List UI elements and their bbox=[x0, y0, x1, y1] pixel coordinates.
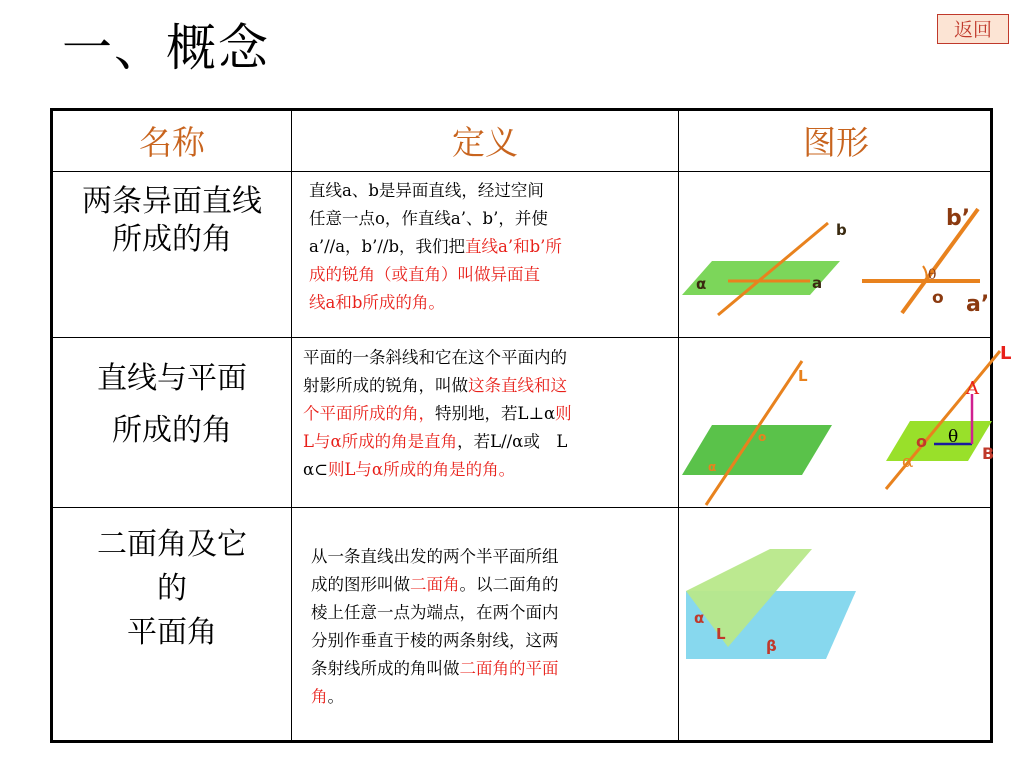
definition-dihedral bbox=[311, 543, 656, 711]
highlight-text: 二面角的平面 bbox=[459, 659, 559, 678]
definition-text: 棱上任意一点为端点，在两个面内 bbox=[311, 603, 559, 622]
page-title: 一、概念 bbox=[62, 19, 270, 77]
highlight-text: 线a和b所成的角。 bbox=[309, 293, 445, 312]
label-A: A bbox=[966, 378, 979, 399]
definition-text: 直线a、b是异面直线，经过空间 bbox=[309, 181, 544, 200]
definition-line bbox=[311, 655, 656, 683]
table-divider bbox=[291, 111, 292, 740]
definition-text: 。以二面角的 bbox=[459, 575, 559, 594]
definition-line bbox=[309, 177, 649, 205]
highlight-text: 则 bbox=[555, 404, 572, 423]
label-a: a bbox=[812, 274, 823, 292]
definition-line bbox=[303, 372, 675, 400]
definition-line bbox=[311, 683, 656, 711]
line-plane-figure bbox=[680, 339, 1012, 506]
definition-text: α⊂ bbox=[303, 460, 328, 479]
table-divider bbox=[53, 507, 990, 508]
definition-text: 特别地，若L⊥α bbox=[435, 404, 556, 423]
label-a-prime: a’ bbox=[966, 292, 990, 317]
label-o-1: o bbox=[758, 430, 767, 444]
label-L-1: L bbox=[798, 367, 808, 385]
concept-table bbox=[50, 108, 1012, 743]
highlight-text: L与α所成的角是直角 bbox=[303, 432, 458, 451]
highlight-text: 直线a’和b’所 bbox=[465, 237, 562, 256]
column-header-figure: 图形 bbox=[803, 123, 869, 162]
definition-line bbox=[303, 428, 675, 456]
definition-line bbox=[311, 627, 656, 655]
label-L: L bbox=[716, 625, 726, 643]
label-angle: θ bbox=[928, 267, 937, 283]
definition-line-plane bbox=[303, 344, 675, 484]
definition-text: 。 bbox=[327, 687, 344, 706]
column-header-definition: 定义 bbox=[452, 123, 518, 162]
definition-line bbox=[303, 344, 675, 372]
highlight-text: 这条直线和这 bbox=[468, 376, 567, 395]
skew-lines-figure bbox=[680, 173, 992, 336]
definition-line bbox=[311, 599, 656, 627]
definition-line bbox=[309, 233, 649, 261]
definition-text: 平面的一条斜线和它在这个平面内的 bbox=[303, 348, 567, 367]
highlight-text: 成的锐角（或直角）叫做异面直 bbox=[309, 265, 540, 284]
definition-text: a’//a，b’//b，我们把 bbox=[309, 237, 466, 256]
label-B: B bbox=[982, 444, 995, 463]
label-b: b bbox=[836, 221, 847, 239]
row-name-dihedral: 二面角及它 的 平面角 bbox=[97, 527, 247, 650]
table-divider bbox=[53, 337, 990, 338]
dihedral-figure bbox=[680, 509, 992, 742]
label-beta: β bbox=[766, 637, 777, 655]
label-L-2: L bbox=[1000, 343, 1012, 364]
label-o: o bbox=[932, 288, 944, 308]
column-header-name: 名称 bbox=[139, 123, 205, 162]
definition-text: 分别作垂直于棱的两条射线，这两 bbox=[311, 631, 559, 650]
highlight-text: 则L与α所成的角是的角。 bbox=[327, 460, 516, 479]
highlight-text: 二面角 bbox=[410, 575, 460, 594]
definition-line bbox=[309, 261, 649, 289]
highlight-text: 角 bbox=[311, 687, 328, 706]
definition-text: 射影所成的锐角，叫做 bbox=[303, 376, 468, 395]
plane-alpha-1 bbox=[682, 425, 832, 475]
definition-skew-lines bbox=[309, 177, 649, 317]
table-divider bbox=[678, 111, 679, 740]
label-alpha: α bbox=[696, 275, 707, 293]
definition-text: 成的图形叫做 bbox=[311, 575, 410, 594]
definition-line bbox=[311, 571, 656, 599]
definition-text: 从一条直线出发的两个半平面所组 bbox=[311, 547, 559, 566]
definition-line bbox=[309, 205, 649, 233]
definition-text: ，若L//α或 L bbox=[457, 432, 568, 451]
table-divider bbox=[53, 171, 990, 172]
label-alpha-1: α bbox=[708, 460, 717, 474]
label-b-prime: b’ bbox=[946, 206, 971, 231]
definition-line bbox=[303, 400, 675, 428]
highlight-text: 个平面所成的角， bbox=[303, 404, 435, 423]
definition-line bbox=[309, 289, 649, 317]
definition-text: 条射线所成的角叫做 bbox=[311, 659, 460, 678]
label-o-2: o bbox=[916, 432, 927, 451]
definition-line bbox=[311, 543, 656, 571]
row-name-skew-lines: 两条异面直线 所成的角 bbox=[82, 184, 262, 257]
row-name-line-plane: 直线与平面 所成的角 bbox=[97, 361, 247, 448]
definition-text: 任意一点o，作直线a’、b’，并使 bbox=[309, 209, 548, 228]
definition-line bbox=[303, 456, 675, 484]
label-alpha-2: α bbox=[902, 452, 914, 472]
label-theta: θ bbox=[948, 427, 959, 447]
label-alpha: α bbox=[694, 609, 705, 627]
back-button[interactable]: 返回 bbox=[937, 14, 1009, 44]
